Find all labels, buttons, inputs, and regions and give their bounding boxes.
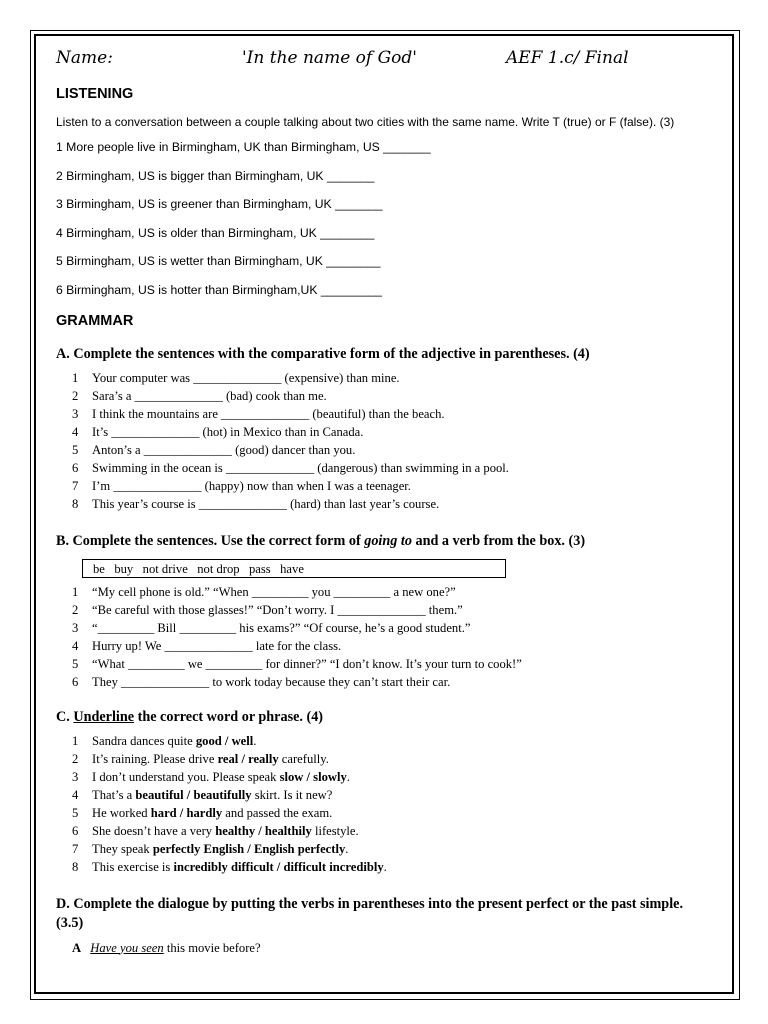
task-c-title — [56, 709, 716, 726]
task-a-item — [56, 441, 716, 459]
task-a-item — [56, 387, 716, 405]
task-b-title-end: and a verb from the box. (3) — [411, 532, 586, 549]
listening-instruction: Listen to a conversation between a couple talking about two cities with the same name. Write T (true) or F (false). (3) — [56, 115, 675, 129]
item-number: 3 — [72, 406, 79, 421]
item-choice: good / well — [195, 733, 254, 748]
task-b-title-start: B. Complete the sentences. Use the correct form of — [56, 532, 365, 549]
listening-item: 2 Birmingham, US is bigger than Birmingham, UK _______ — [56, 168, 375, 183]
item-text — [92, 824, 359, 838]
item-choice: healthy / healthily — [215, 823, 312, 838]
task-c-item — [56, 840, 716, 858]
item-text-end: skirt. Is it new? — [251, 787, 333, 802]
item-text: I think the mountains are ______________ (beautiful) than the beach. — [92, 406, 445, 421]
task-c-item — [56, 750, 716, 768]
listening-item: 3 Birmingham, US is greener than Birmingham, UK _______ — [56, 197, 383, 212]
task-a-item — [56, 459, 716, 477]
item-number: 1 — [72, 584, 79, 599]
item-text: This year’s course is ______________ (hard) than last year’s course. — [92, 496, 440, 511]
item-text-start: She doesn’t have a very — [92, 823, 216, 838]
item-text-start: Sandra dances quite — [92, 733, 196, 748]
listening-item: 5 Birmingham, US is wetter than Birmingham, UK ________ — [56, 254, 381, 269]
item-text-end: and passed the exam. — [222, 805, 333, 820]
item-number: 5 — [72, 656, 79, 671]
item-text: Swimming in the ocean is ______________ (dangerous) than swimming in a pool. — [92, 460, 509, 475]
item-text-start: It’s raining. Please drive — [92, 751, 218, 766]
item-text-start: He worked — [92, 805, 151, 820]
speaker-label: A — [72, 940, 82, 955]
item-text-end: . — [383, 859, 387, 874]
worksheet-title: 'In the name of God' — [242, 48, 417, 68]
item-text — [92, 806, 332, 820]
item-number: 4 — [72, 638, 79, 653]
item-choice: beautiful / beautifully — [135, 787, 252, 802]
item-text: It’s ______________ (hot) in Mexico than in Canada. — [92, 424, 364, 439]
example-rest: this movie before? — [163, 940, 261, 955]
item-number: 7 — [72, 841, 79, 856]
item-choice: slow / slowly — [279, 769, 347, 784]
name-label: Name: — [56, 48, 113, 68]
item-text-start: That’s a — [92, 787, 136, 802]
item-text: They ______________ to work today because they can’t start their car. — [92, 674, 451, 689]
item-text — [92, 770, 350, 784]
task-c-item — [56, 732, 716, 750]
task-a-item — [56, 405, 716, 423]
item-text: “What _________ we _________ for dinner?” “I don’t know. It’s your turn to cook!” — [92, 656, 522, 671]
task-a-title: A. Complete the sentences with the comparative form of the adjective in parentheses. (4) — [56, 345, 590, 362]
item-text: “Be careful with those glasses!” “Don’t worry. I ______________ them.” — [92, 602, 463, 617]
item-number: 8 — [72, 859, 79, 874]
item-number: 8 — [72, 496, 79, 511]
task-c-title-underline: Underline — [73, 708, 135, 725]
item-number: 2 — [72, 751, 79, 766]
item-number: 2 — [72, 388, 79, 403]
item-text: “_________ Bill _________ his exams?” “Of course, he’s a good student.” — [92, 620, 471, 635]
item-text-start: This exercise is — [92, 859, 174, 874]
item-text-end: lifestyle. — [311, 823, 359, 838]
item-text: Hurry up! We ______________ late for the class. — [92, 638, 342, 653]
item-choice: perfectly English / English perfectly — [152, 841, 346, 856]
item-text-start: I don’t understand you. Please speak — [92, 769, 280, 784]
item-text: Sara’s a ______________ (bad) cook than me. — [92, 388, 327, 403]
task-b-item — [56, 637, 716, 655]
item-choice: hard / hardly — [150, 805, 223, 820]
item-number: 6 — [72, 674, 79, 689]
item-choice: incredibly difficult / difficult incredibly — [173, 859, 384, 874]
task-c-item — [56, 822, 716, 840]
item-number: 1 — [72, 733, 79, 748]
item-number: 6 — [72, 460, 79, 475]
task-a-item — [56, 495, 716, 513]
task-b-item — [56, 619, 716, 637]
item-text: “My cell phone is old.” “When _________ you _________ a new one?” — [92, 584, 456, 599]
item-number: 3 — [72, 620, 79, 635]
listening-item: 6 Birmingham, US is hotter than Birmingham,UK _________ — [56, 282, 382, 297]
task-c-item — [56, 768, 716, 786]
task-c-item — [56, 786, 716, 804]
item-text — [92, 788, 332, 802]
task-d-title: D. Complete the dialogue by putting the verbs in parentheses into the present perfect or the past simple. (3.5) — [56, 895, 683, 931]
item-number: 4 — [72, 424, 79, 439]
item-choice: real / really — [217, 751, 279, 766]
item-text-end: . — [345, 841, 349, 856]
item-text — [92, 842, 348, 856]
item-text-end: . — [346, 769, 350, 784]
example-answer: Have you seen — [90, 940, 164, 955]
item-number: 2 — [72, 602, 79, 617]
item-text-end: . — [253, 733, 257, 748]
task-c-title-end: the correct word or phrase. (4) — [134, 708, 324, 725]
listening-item: 4 Birmingham, US is older than Birmingham, UK ________ — [56, 225, 375, 240]
item-text: I’m ______________ (happy) now than when I was a teenager. — [92, 478, 411, 493]
item-text-end: carefully. — [278, 751, 329, 766]
task-b-items — [56, 583, 716, 691]
item-text — [92, 860, 387, 874]
item-number: 1 — [72, 370, 79, 385]
item-number: 7 — [72, 478, 79, 493]
worksheet-content — [56, 44, 716, 956]
task-a-item — [56, 477, 716, 495]
item-text: Anton’s a ______________ (good) dancer than you. — [92, 442, 356, 457]
item-number: 5 — [72, 442, 79, 457]
task-b-item — [56, 655, 716, 673]
task-a-item — [56, 369, 716, 387]
task-c-items — [56, 732, 716, 876]
grammar-title: GRAMMAR — [56, 312, 134, 329]
task-b-item — [56, 673, 716, 691]
item-number: 4 — [72, 787, 79, 802]
task-b-title-emphasis: going to — [364, 532, 412, 549]
listening-items — [56, 137, 716, 309]
task-b-title — [56, 533, 716, 550]
item-text-start: They speak — [92, 841, 153, 856]
task-a-items — [56, 369, 716, 513]
worksheet-header — [56, 44, 716, 76]
task-b-item — [56, 583, 716, 601]
task-a-item — [56, 423, 716, 441]
verb-word-box: be buy not drive not drop pass have — [82, 559, 506, 578]
course-code: AEF 1.c/ Final — [506, 48, 629, 68]
item-text — [92, 752, 329, 766]
item-number: 6 — [72, 823, 79, 838]
item-text: Your computer was ______________ (expensive) than mine. — [92, 370, 400, 385]
task-c-title-start: C. — [56, 708, 74, 725]
item-number: 3 — [72, 769, 79, 784]
listening-item: 1 More people live in Birmingham, UK than Birmingham, US _______ — [56, 140, 431, 154]
task-d-example-line — [72, 941, 716, 956]
item-text — [92, 734, 256, 748]
listening-title: LISTENING — [56, 86, 134, 102]
task-c-item — [56, 804, 716, 822]
task-b-item — [56, 601, 716, 619]
task-c-item — [56, 858, 716, 876]
item-number: 5 — [72, 805, 79, 820]
